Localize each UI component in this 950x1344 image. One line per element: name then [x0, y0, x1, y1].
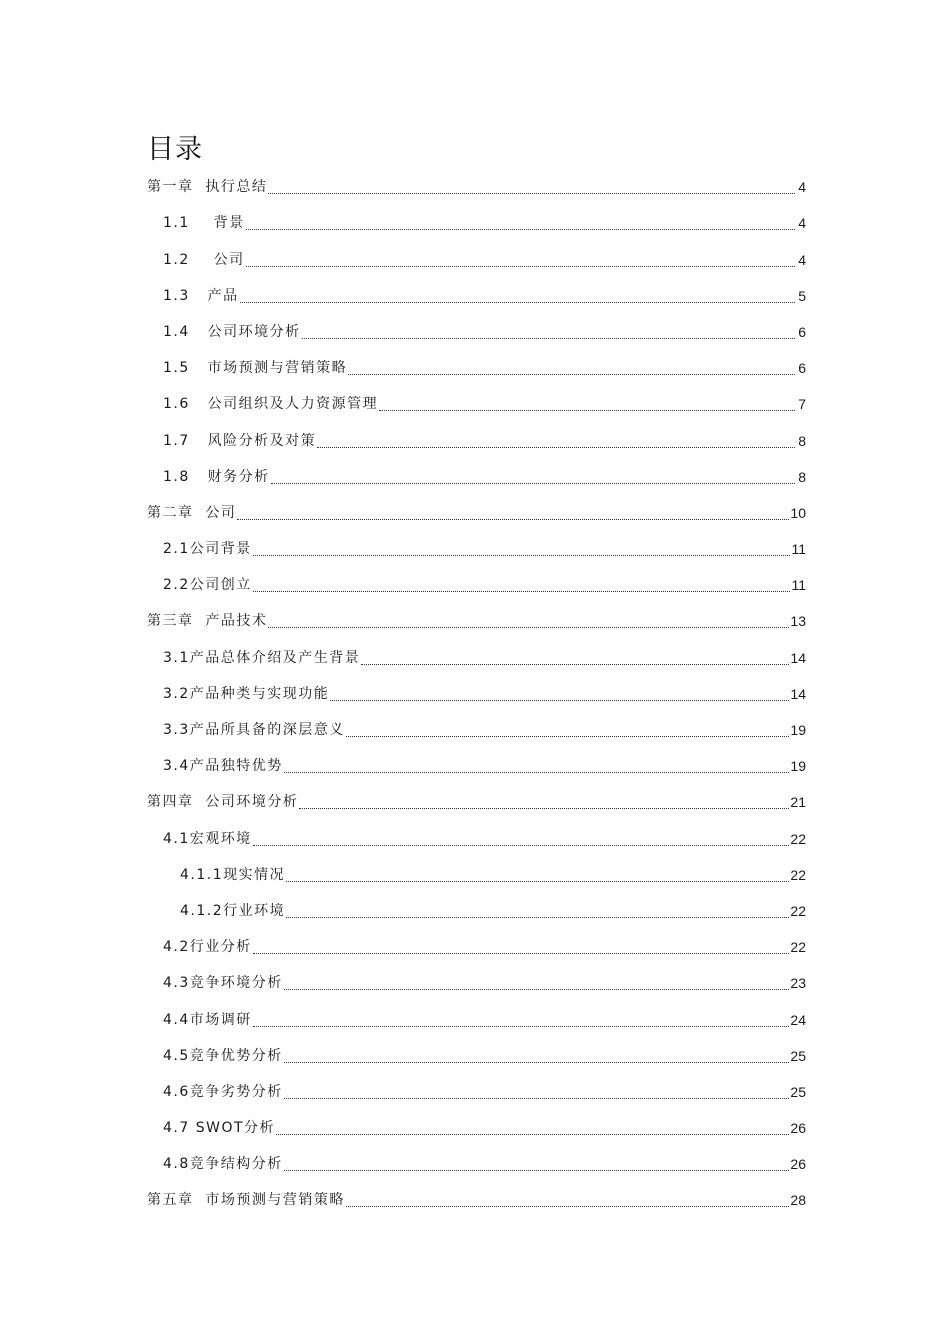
toc-dot-leader	[299, 807, 789, 809]
toc-entry[interactable]	[147, 205, 806, 241]
toc-entry[interactable]	[147, 965, 806, 1001]
toc-entry-text: 2.1公司背景	[163, 541, 252, 558]
toc-dot-leader	[361, 663, 789, 665]
toc-entry-page-number: 4	[798, 179, 806, 196]
toc-entry-text: 4.1.2行业环境	[180, 902, 286, 919]
toc-entry-page-number: 8	[798, 432, 806, 449]
toc-dot-leader	[253, 590, 791, 592]
toc-entry[interactable]	[147, 314, 806, 350]
toc-entry[interactable]	[147, 748, 806, 784]
toc-entry[interactable]	[147, 278, 806, 314]
toc-entry-page-number: 5	[798, 287, 806, 304]
toc-entry-text: 第一章 执行总结	[147, 179, 268, 196]
toc-dot-leader	[346, 735, 790, 737]
toc-entry-text: 1.6 公司组织及人力资源管理	[163, 396, 379, 413]
toc-dot-leader	[284, 1097, 790, 1099]
toc-entry[interactable]	[147, 784, 806, 820]
toc-dot-leader	[276, 1133, 789, 1135]
toc-entry-page-number: 23	[790, 975, 806, 992]
toc-dot-leader	[253, 1025, 790, 1027]
toc-entry[interactable]	[147, 639, 806, 675]
toc-dot-leader	[237, 518, 789, 520]
toc-entry-page-number: 13	[790, 613, 806, 630]
toc-dot-leader	[330, 699, 789, 701]
toc-entry[interactable]	[147, 422, 806, 458]
toc-entry[interactable]	[147, 1001, 806, 1037]
toc-entry-page-number: 19	[790, 722, 806, 738]
toc-entry[interactable]	[147, 712, 806, 748]
toc-entry[interactable]	[147, 241, 806, 277]
toc-entry-page-number: 21	[790, 794, 806, 811]
toc-dot-leader	[379, 409, 795, 411]
toc-entry[interactable]	[147, 386, 806, 422]
toc-entry-text: 4.6竞争劣势分析	[163, 1083, 283, 1100]
toc-entry-text: 4.1宏观环境	[163, 830, 252, 847]
toc-entry-text: 1.1 背景	[163, 215, 245, 232]
toc-entry-page-number: 19	[790, 758, 806, 775]
toc-dot-leader	[240, 301, 795, 303]
toc-entry[interactable]	[147, 1146, 806, 1182]
toc-entry-text: 1.7 风险分析及对策	[163, 432, 317, 449]
toc-entry-text: 3.1产品总体介绍及产生背景	[163, 649, 361, 666]
toc-entry-text: 2.2公司创立	[163, 577, 252, 594]
toc-dot-leader	[271, 482, 795, 484]
toc-title: 目录	[147, 134, 203, 165]
toc-entry-page-number: 26	[790, 1156, 806, 1173]
toc-entry-text: 第四章 公司环境分析	[147, 794, 299, 811]
toc-dot-leader	[284, 1061, 790, 1063]
toc-entry-page-number: 24	[790, 1011, 806, 1028]
toc-entry-text: 第五章 市场预测与营销策略	[147, 1192, 345, 1209]
toc-entry-text: 4.5竞争优势分析	[163, 1047, 283, 1064]
toc-list	[147, 169, 806, 1218]
toc-entry-text: 第三章 产品技术	[147, 613, 268, 630]
toc-dot-leader	[253, 844, 790, 846]
toc-dot-leader	[253, 554, 791, 556]
toc-entry[interactable]	[147, 531, 806, 567]
toc-dot-leader	[284, 1169, 790, 1171]
toc-entry-page-number: 22	[790, 902, 806, 919]
toc-entry-text: 1.5 市场预测与营销策略	[163, 360, 348, 377]
toc-entry[interactable]	[147, 459, 806, 495]
toc-entry-text: 4.2行业分析	[163, 939, 252, 956]
toc-entry-text: 4.8竞争结构分析	[163, 1156, 283, 1173]
toc-dot-leader	[284, 988, 790, 990]
toc-entry-page-number: 7	[798, 396, 806, 413]
toc-entry-text: 4.7 SWOT分析	[163, 1120, 276, 1137]
toc-dot-leader	[348, 373, 795, 375]
toc-entry-page-number: 8	[798, 468, 806, 485]
toc-entry-page-number: 22	[790, 866, 806, 883]
toc-entry-page-number: 25	[790, 1083, 806, 1100]
toc-entry-page-number: 11	[791, 541, 806, 558]
toc-dot-leader	[268, 626, 789, 628]
toc-entry[interactable]	[147, 495, 806, 531]
toc-entry[interactable]	[147, 929, 806, 965]
toc-dot-leader	[302, 337, 795, 339]
toc-entry-text: 1.8 财务分析	[163, 468, 270, 485]
toc-entry[interactable]	[147, 857, 806, 893]
toc-entry-page-number: 14	[790, 685, 806, 702]
toc-entry-page-number: 26	[790, 1120, 806, 1137]
toc-entry-page-number: 14	[790, 649, 806, 666]
toc-dot-leader	[268, 192, 795, 194]
toc-entry-page-number: 4	[798, 215, 806, 232]
toc-entry[interactable]	[147, 893, 806, 929]
toc-entry-text: 4.3竞争环境分析	[163, 975, 283, 992]
toc-entry-text: 1.2 公司	[163, 251, 245, 268]
toc-entry[interactable]	[147, 350, 806, 386]
toc-entry-page-number: 28	[790, 1192, 806, 1209]
toc-entry-text: 4.1.1现实情况	[180, 866, 286, 883]
toc-entry-text: 3.2产品种类与实现功能	[163, 685, 330, 702]
toc-entry-page-number: 11	[791, 577, 806, 594]
toc-dot-leader	[346, 1205, 790, 1207]
toc-entry-page-number: 25	[790, 1047, 806, 1064]
toc-entry[interactable]	[147, 1182, 806, 1218]
toc-entry-text: 1.3 产品	[163, 287, 239, 304]
toc-entry[interactable]	[147, 1074, 806, 1110]
toc-entry-page-number: 4	[798, 251, 806, 268]
toc-entry-page-number: 22	[790, 830, 806, 847]
toc-dot-leader	[286, 880, 789, 882]
toc-entry[interactable]	[147, 676, 806, 712]
toc-entry-text: 第二章 公司	[147, 504, 237, 521]
toc-dot-leader	[284, 771, 790, 773]
toc-entry[interactable]	[147, 169, 806, 205]
toc-entry-page-number: 6	[798, 360, 806, 377]
toc-dot-leader	[317, 446, 795, 448]
toc-entry-page-number: 22	[790, 939, 806, 956]
toc-entry[interactable]	[147, 603, 806, 639]
toc-dot-leader	[246, 228, 795, 230]
toc-entry[interactable]	[147, 567, 806, 603]
toc-dot-leader	[246, 265, 795, 267]
toc-dot-leader	[253, 952, 790, 954]
toc-entry-text: 4.4市场调研	[163, 1011, 252, 1028]
toc-entry[interactable]	[147, 1110, 806, 1146]
toc-entry[interactable]	[147, 820, 806, 856]
toc-dot-leader	[286, 916, 789, 918]
toc-entry[interactable]	[147, 1038, 806, 1074]
toc-entry-page-number: 10	[790, 504, 806, 521]
toc-entry-text: 1.4 公司环境分析	[163, 323, 301, 340]
toc-entry-text: 3.3产品所具备的深层意义	[163, 722, 345, 738]
toc-entry-text: 3.4产品独特优势	[163, 758, 283, 775]
toc-entry-page-number: 6	[798, 323, 806, 340]
